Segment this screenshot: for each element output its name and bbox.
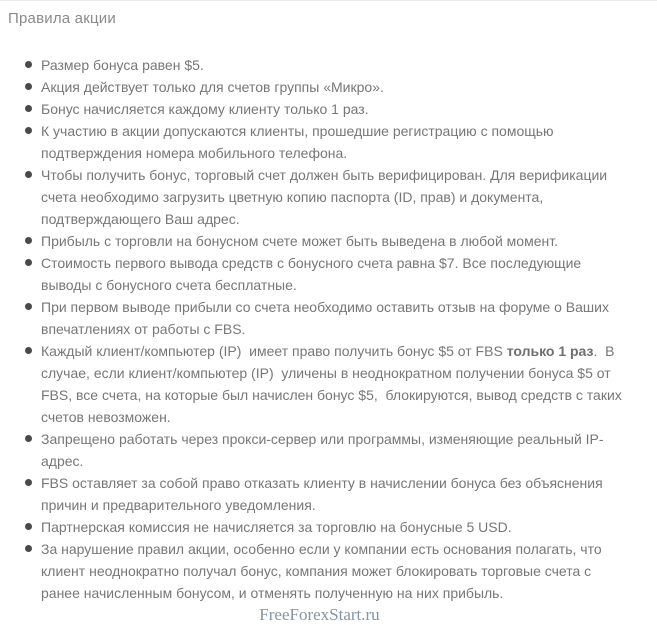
rule-item-micro-accounts: Акция действует только для счетов группы «Микро». [41,76,631,98]
rule-item-verification: Чтобы получить бонус, торговый счет должен быть верифицирован. Для верификации счета необходимо загрузить цветную копию паспорта (ID, прав) и документа, подтверждающего Ваш адрес. [41,164,631,230]
rule-item-registration: К участию в акции допускаются клиенты, прошедшие регистрацию с помощью подтверждения номера мобильного телефона. [41,120,631,164]
rule-item-ip-limit-suffix: . В случае, если клиент/компьютер (IP) уличены в неоднократном получении бонуса $5 от FBS, все счета, на которые был начислен бонус $5, блокируются, вывод средств с таких счетов невозможен. [41,343,626,425]
rule-item-proxy-ban: Запрещено работать через прокси-сервер или программы, изменяющие реальный IP-адрес. [41,428,631,472]
page-title: Правила акции [8,10,116,27]
rule-item-once-per-client: Бонус начисляется каждому клиенту только 1 раз. [41,98,631,120]
rule-item-ip-limit-prefix: Каждый клиент/компьютер (IP) имеет право получить бонус $5 от FBS [41,343,507,359]
rule-item-profit-withdrawal: Прибыль с торговли на бонусном счете может быть выведена в любой момент. [41,230,631,252]
rule-item-violation: За нарушение правил акции, особенно если у компании есть основания полагать, что клиент неоднократно получал бонус, компания может блокировать торговые счета с ранее начисленным бонусом, и отменять полученную на них прибыль. [41,538,631,604]
rule-item-first-withdrawal-fee: Стоимость первого вывода средств с бонусного счета равна $7. Все последующие выводы с бонусного счета бесплатные. [41,252,631,296]
rule-item-ip-limit-bold: только 1 раз [506,343,594,359]
rule-item-bonus-size: Размер бонуса равен $5. [41,54,631,76]
rule-item-ip-limit [41,340,631,428]
rule-item-forum-review: При первом выводе прибыли со счета необходимо оставить отзыв на форуме о Ваших впечатлениях от работы с FBS. [41,296,631,340]
rule-item-partner-commission: Партнерская комиссия не начисляется за торговлю на бонусные 5 USD. [41,516,631,538]
rules-list [8,54,631,604]
watermark-freeforexstart: FreeForexStart.ru [259,605,380,624]
rule-item-refusal-right: FBS оставляет за собой право отказать клиенту в начислении бонуса без объяснения причин и предварительного уведомления. [41,472,631,516]
